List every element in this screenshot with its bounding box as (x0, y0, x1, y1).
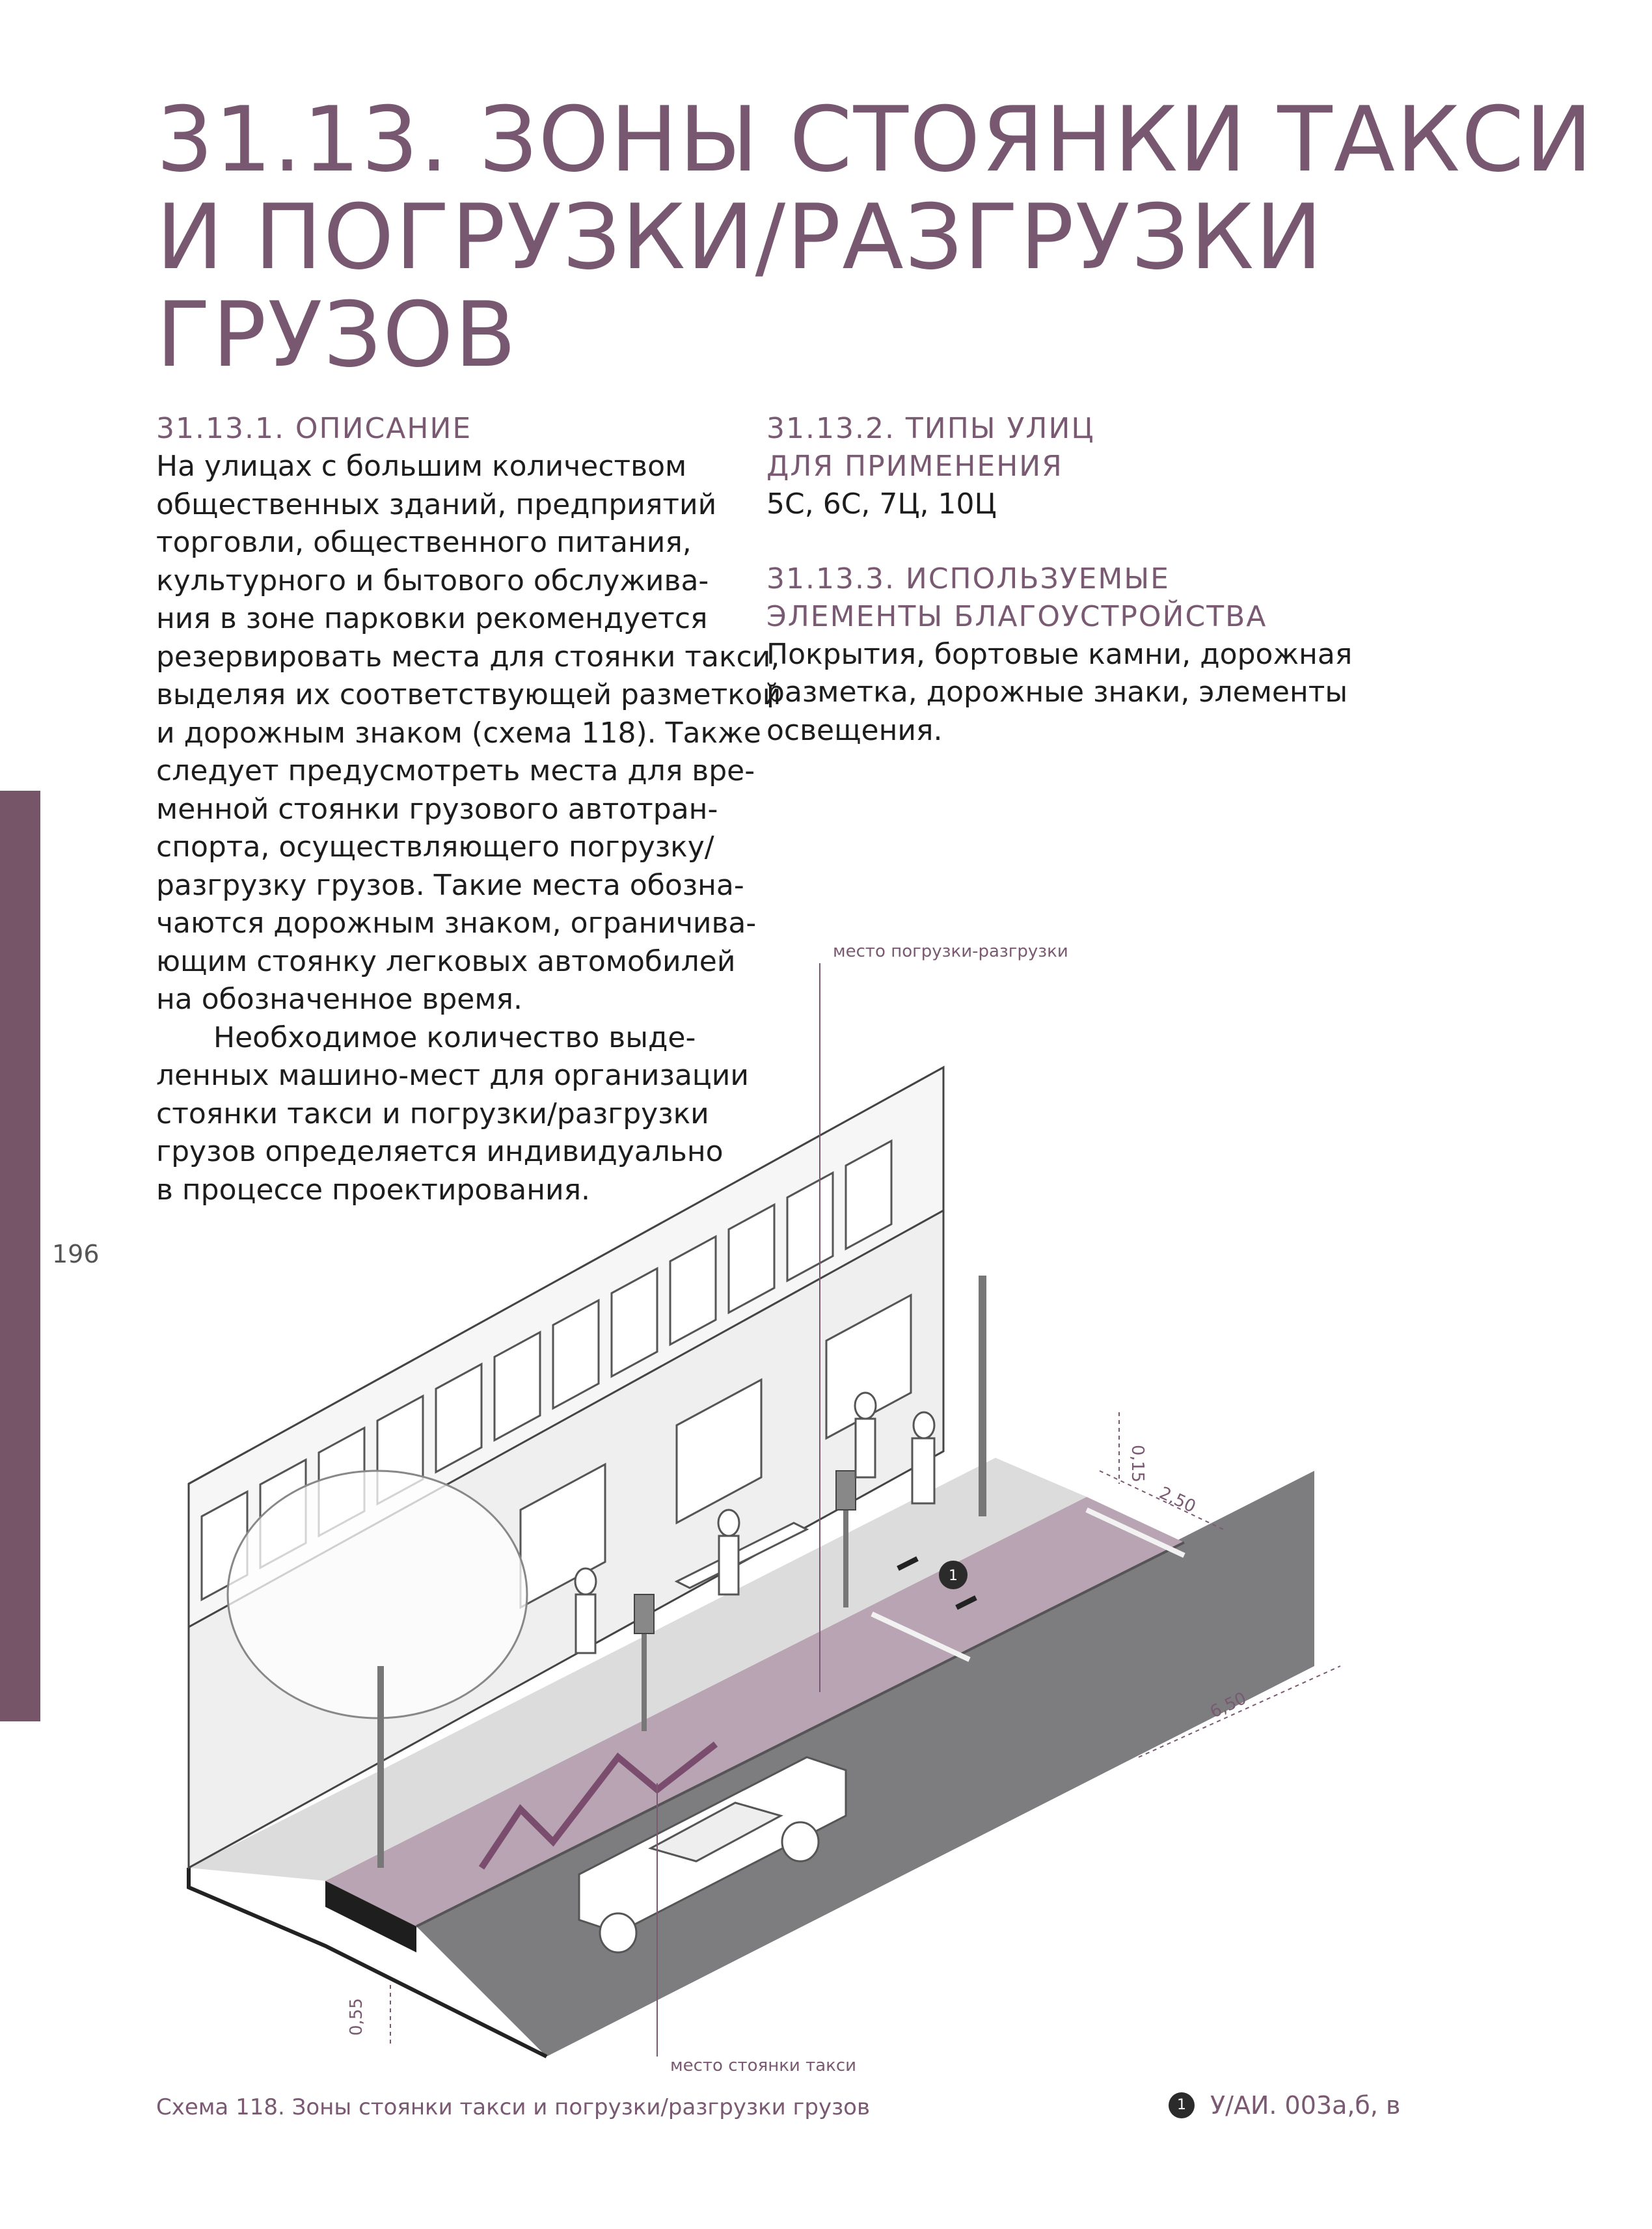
title-line-2: И ПОГРУЗКИ/РАЗГРУЗКИ (156, 185, 1324, 290)
description-line: На улицах с большим количеством (156, 450, 687, 483)
description-line: выделяя их соответствующей разметкой (156, 678, 781, 711)
label-taxi-zone: место стоянки такси (670, 2056, 857, 2075)
description-line: ния в зоне парковки рекомендуется (156, 602, 708, 635)
page-number: 196 (52, 1240, 100, 1268)
description-line: торговли, общественного питания, (156, 526, 692, 559)
description-line: стоянки такси и погрузки/разгрузки (156, 1097, 709, 1130)
dim-label-055: 0,55 (347, 1998, 366, 2036)
elements-heading: 31.13.3. ИСПОЛЬЗУЕМЫЕ (766, 562, 1170, 595)
dim-label-015: 0,15 (1128, 1445, 1147, 1483)
description-line: в процессе проектирования. (156, 1173, 591, 1207)
description-line: следует предусмотреть места для вре- (156, 754, 755, 787)
description-line: Необходимое количество выде- (213, 1020, 696, 1054)
street-types-heading: 31.13.2. ТИПЫ УЛИЦ (766, 412, 1095, 445)
description-line: общественных зданий, предприятий (156, 487, 717, 521)
title-line-1: 31.13. ЗОНЫ СТОЯНКИ ТАКСИ (156, 87, 1594, 192)
reference-note (1169, 2091, 1400, 2120)
reference-text: У/АИ. 003а,б, в (1210, 2091, 1401, 2120)
street-types-value: 5С, 6С, 7Ц, 10Ц (766, 487, 997, 521)
description-line: спорта, осуществляющего погрузку/ (156, 830, 714, 864)
elements-line: освещения. (766, 713, 943, 747)
elements-heading: ЭЛЕМЕНТЫ БЛАГОУСТРОЙСТВА (766, 599, 1267, 633)
description-line: грузов определяется индивидуально (156, 1135, 724, 1168)
description-line: менной стоянки грузового автотран- (156, 792, 718, 826)
street-types-heading: ДЛЯ ПРИМЕНЕНИЯ (766, 450, 1063, 483)
elements-line: Покрытия, бортовые камни, дорожная (766, 637, 1353, 671)
figure-caption: Схема 118. Зоны стоянки такси и погрузки/разгрузки грузов (156, 2094, 870, 2120)
marker-number: 1 (949, 1568, 958, 1584)
description-line: чаются дорожным знаком, ограничива- (156, 907, 757, 940)
description-line: на обозначенное время. (156, 983, 522, 1016)
description-line: культурного и бытового обслужива- (156, 564, 709, 597)
description-line: разгрузку грузов. Такие места обозна- (156, 868, 744, 902)
reference-marker: 1 (1169, 2092, 1195, 2118)
description-line: и дорожным знаком (схема 118). Также (156, 716, 761, 750)
dim-label-650: 6,50 (1207, 1688, 1250, 1723)
description-line: резервировать места для стоянки такси, (156, 640, 780, 674)
description-heading: 31.13.1. ОПИСАНИЕ (156, 412, 472, 445)
description-line: ленных машино-мест для организации (156, 1059, 749, 1092)
dim-label-250: 2,50 (1156, 1483, 1199, 1517)
description-line: ющим стоянку легковых автомобилей (156, 944, 736, 978)
label-loading-zone: место погрузки-разгрузки (833, 942, 1068, 961)
road-sign (634, 1594, 654, 1634)
road-sign (836, 1471, 856, 1510)
title-line-3: ГРУЗОВ (156, 282, 518, 387)
elements-line: разметка, дорожные знаки, элементы (766, 676, 1348, 709)
